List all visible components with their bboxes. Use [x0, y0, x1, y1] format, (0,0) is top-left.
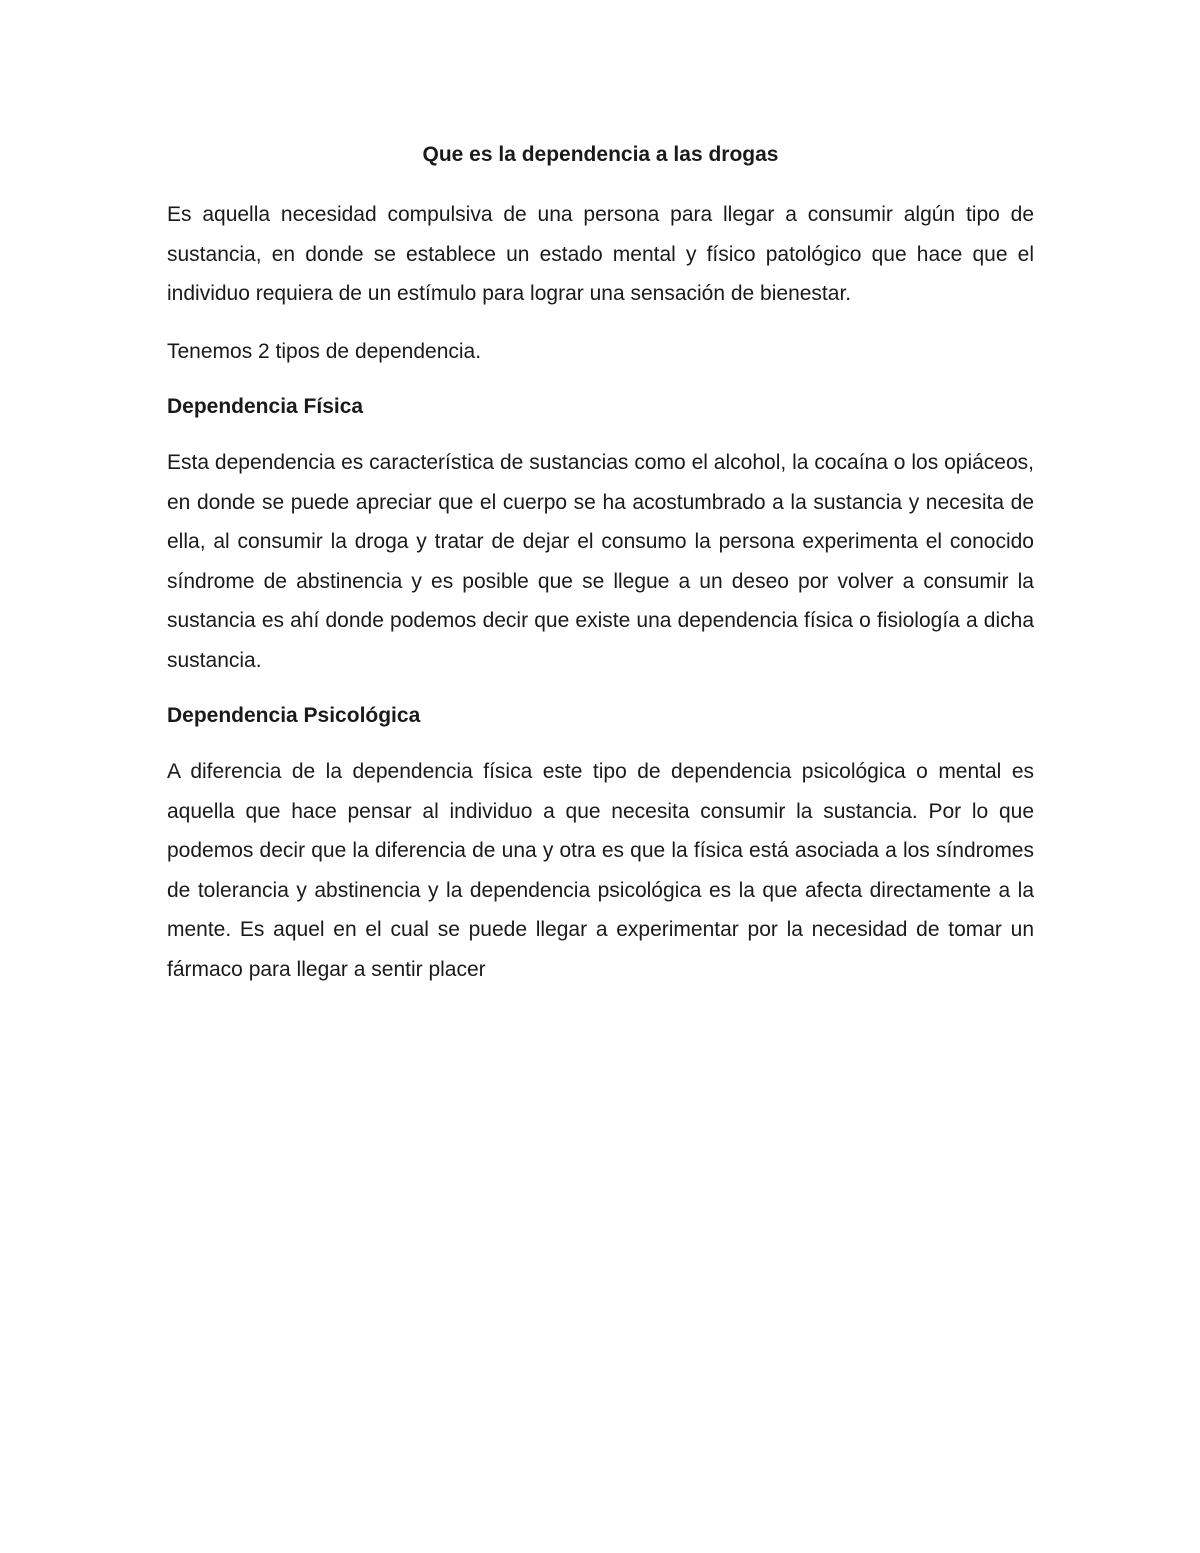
intro-paragraph: Es aquella necesidad compulsiva de una persona para llegar a consumir algún tipo de sustancia, en donde se establece un estado mental y físico patológico que hace que el individuo requiera de un estímulo para lograr una sensación de bienestar. [167, 203, 1034, 305]
section-heading-fisica: Dependencia Física [167, 395, 364, 418]
section-body-fisica: Esta dependencia es característica de sustancias como el alcohol, la cocaína o los opiáceos, en donde se puede apreciar que el cuerpo se ha acostumbrado a la sustancia y necesita de ella, al consumir la droga y tratar de dejar el consumo la persona experimenta el conocido síndrome de abstinencia y es posible que se llegue a un deseo por volver a consumir la sustancia es ahí donde podemos decir que existe una dependencia física o fisiología a dicha sustancia. [167, 451, 1034, 672]
document-title: Que es la dependencia a las drogas [422, 143, 779, 166]
section-body-psicologica: A diferencia de la dependencia física este tipo de dependencia psicológica o mental es aquella que hace pensar al individuo a que necesita consumir la sustancia. Por lo que podemos decir que la diferencia de una y otra es que la física está asociada a los síndromes de tolerancia y abstinencia y la dependencia psicológica es la que afecta directamente a la mente. Es aquel en el cual se puede llegar a experimentar por la necesidad de tomar un fármaco para llegar a sentir placer [167, 760, 1034, 981]
section-heading-psicologica: Dependencia Psicológica [167, 704, 421, 727]
types-line: Tenemos 2 tipos de dependencia. [167, 339, 482, 363]
document-body [167, 137, 1034, 1007]
